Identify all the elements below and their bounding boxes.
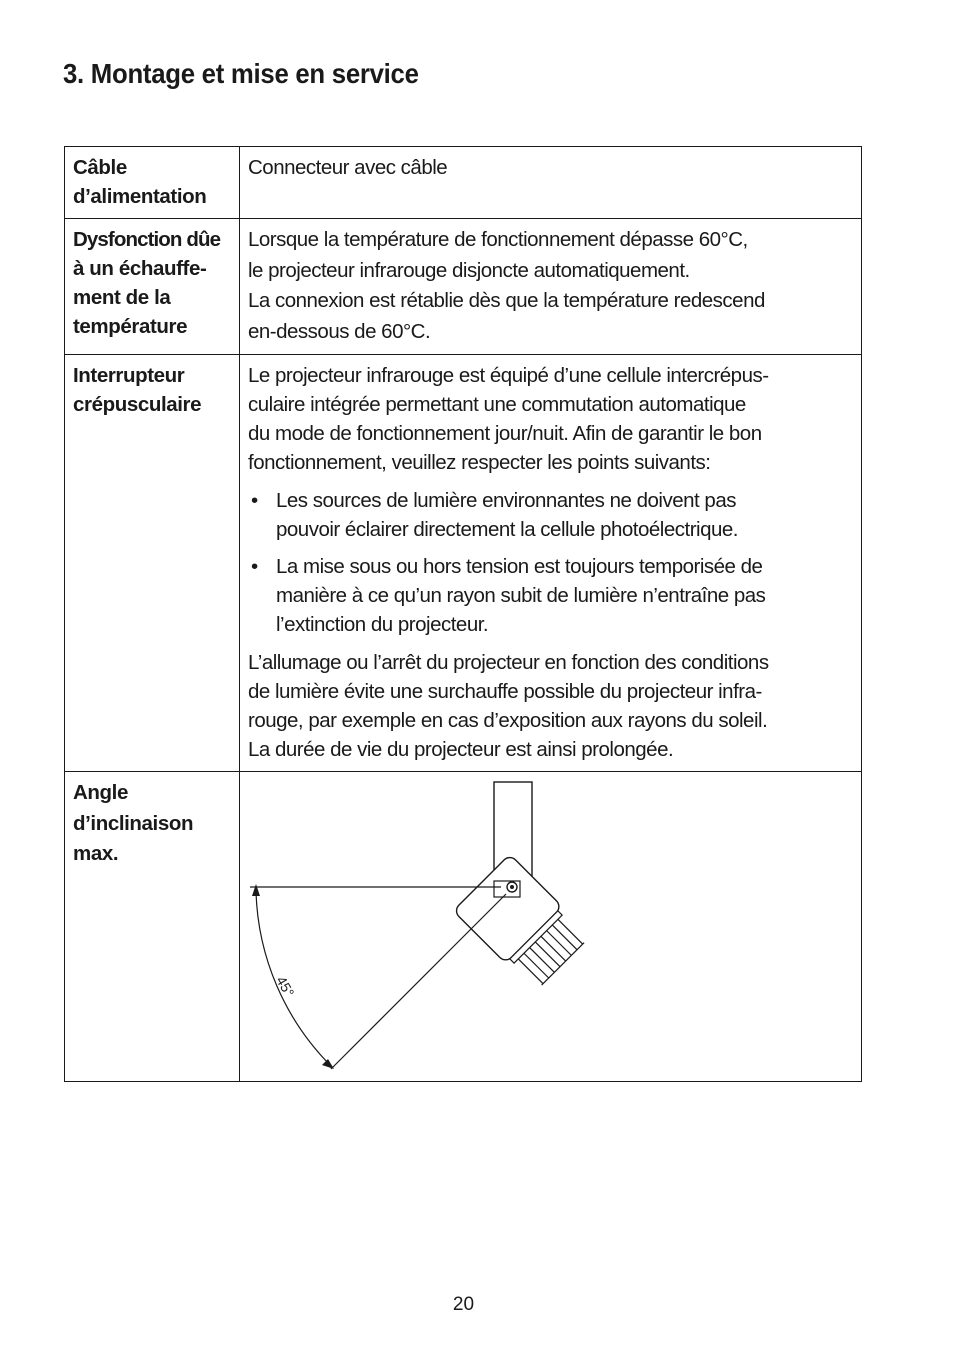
outro-paragraph [248,648,853,764]
content-line: La connexion est rétablie dès que la température redescend [248,289,765,312]
label-line: à un échauffe- [73,257,207,280]
table-row-power-cable [65,147,862,219]
page-title: 3. Montage et mise en service [63,58,419,89]
label-line: température [73,315,188,338]
angle-arc [256,892,331,1066]
tilt-diagram-cell [240,772,862,1082]
intro-paragraph [248,361,853,477]
content-line: du mode de fonctionnement jour/nuit. Afin de garantir le bon [248,422,762,445]
spec-table [64,146,862,1082]
tilt-axis-line [331,894,506,1069]
content-line: rouge, par exemple en cas d’exposition aux rayons du soleil. [248,709,768,732]
row-content-power-cable [240,147,862,219]
content-line: manière à ce qu’un rayon subit de lumière n’entraîne pas [276,584,766,607]
content-line: Lorsque la température de fonctionnement dépasse 60°C, [248,228,748,251]
label-line: ment de la [73,286,171,309]
tilt-angle-diagram [240,772,861,1080]
label-line: Interrupteur [73,364,185,387]
content-line: pouvoir éclairer directement la cellule photoélectrique. [276,518,738,541]
label-line: Dysfonction dûe [73,228,221,251]
label-line: Câble [73,156,127,179]
content-line: L’allumage ou l’arrêt du projecteur en fonction des conditions [248,651,769,674]
label-line: max. [73,842,119,865]
arc-arrow-top-icon [252,884,260,896]
angle-label: 45° [273,973,298,1000]
content-line: fonctionnement, veuillez respecter les points suivants: [248,451,711,474]
table-row-dusk-switch [65,355,862,772]
content-line: le projecteur infrarouge disjoncte automatiquement. [248,258,690,282]
bullet-icon: • [251,555,258,578]
row-content-dusk-switch [240,355,862,772]
list-item [248,552,853,639]
label-line: Angle [73,781,128,804]
arc-arrow-bottom-icon [322,1059,334,1069]
content-text: Connecteur avec câble [248,156,448,179]
row-label-tilt-angle [65,772,240,1082]
row-content-overheat [240,219,862,355]
label-line: d’alimentation [73,185,207,208]
content-line: culaire intégrée permettant une commutation automatique [248,393,746,416]
bullet-list [248,486,853,639]
content-line: de lumière évite une surchauffe possible du projecteur infra- [248,680,762,703]
table-row-tilt-angle [65,772,862,1082]
row-label-overheat [65,219,240,355]
page-number: 20 [452,1294,475,1315]
projector-body [453,854,591,992]
content-line: l’extinction du projecteur. [276,613,489,636]
content-line: La mise sous ou hors tension est toujours temporisée de [276,555,763,578]
content-line: Le projecteur infrarouge est équipé d’une cellule intercrépus- [248,364,769,387]
bullet-icon: • [251,489,258,512]
content-line: en-dessous de 60°C. [248,319,431,343]
list-item [248,486,853,544]
row-label-power-cable [65,147,240,219]
content-line: La durée de vie du projecteur est ainsi prolongée. [248,738,674,761]
row-label-dusk-switch [65,355,240,772]
label-line: d’inclinaison [73,811,194,835]
label-line: crépusculaire [73,393,202,416]
table-row-overheat [65,219,862,355]
content-line: Les sources de lumière environnantes ne doivent pas [276,489,736,512]
